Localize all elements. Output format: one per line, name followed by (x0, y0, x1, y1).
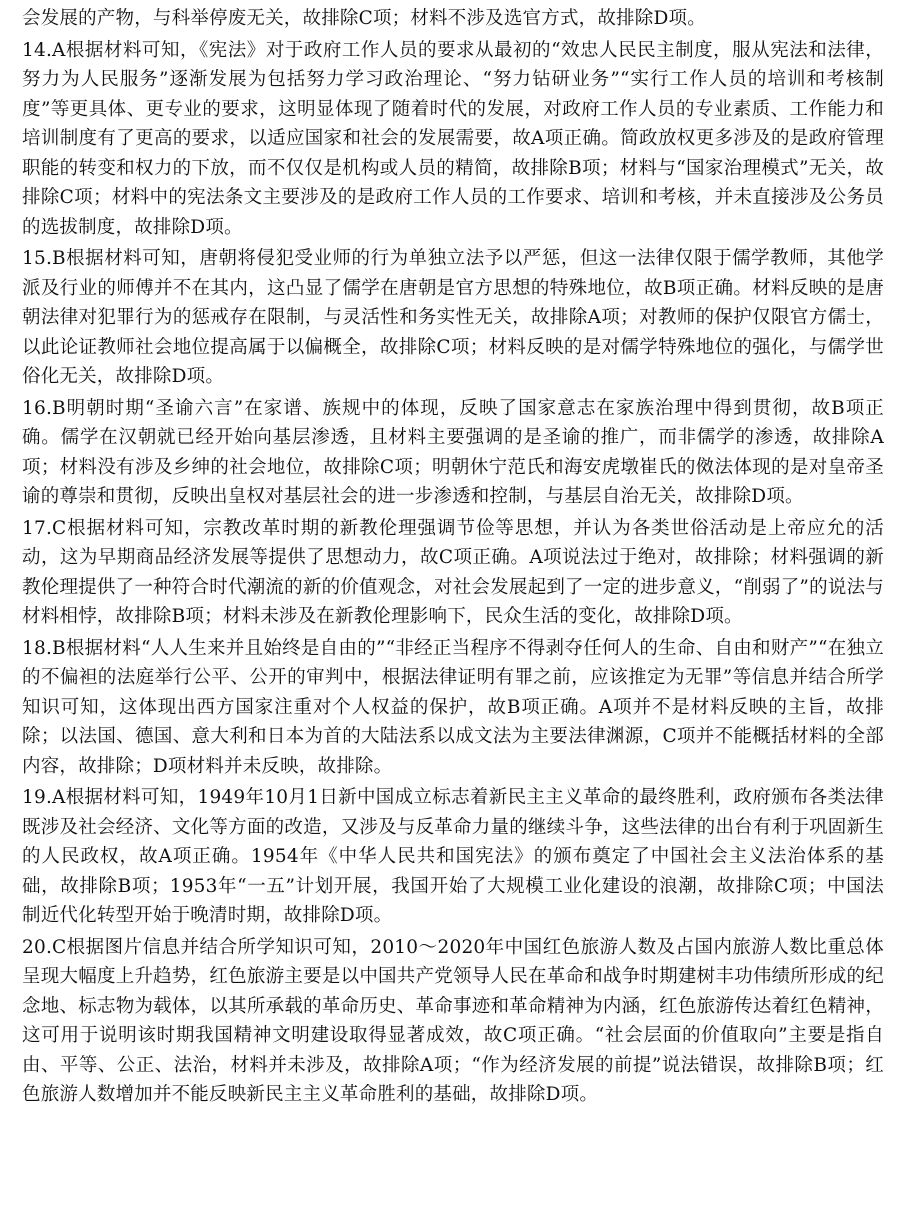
answer-paragraph-17: 17.C根据材料可知，宗教改革时期的新教伦理强调节俭等思想，并认为各类世俗活动是上帝应允的活动，这为早期商品经济发展等提供了思想动力，故C项正确。A项说法过于绝对，故排除；材料强调的新教伦理提供了一种符合时代潮流的新的价值观念，对社会发展起到了一定的进步意义，“削弱了”的说法与材料相悖，故排除B项；材料未涉及在新教伦理影响下，民众生活的变化，故排除D项。 (22, 517, 884, 627)
answer-paragraph-20: 20.C根据图片信息并结合所学知识可知，2010～2020年中国红色旅游人数及占国内旅游人数比重总体呈现大幅度上升趋势，红色旅游主要是以中国共产党领导人民在革命和战争时期建树丰功伟绩所形成的纪念地、标志物为载体，以其所承载的革命历史、革命事迹和革命精神为内涵，红色旅游传达着红色精神，这可用于说明该时期我国精神文明建设取得显著成效，故C项正确。“社会层面的价值取向”主要是指自由、平等、公正、法治，材料并未涉及，故排除A项；“作为经济发展的前提”说法错误，故排除B项；红色旅游人数增加并不能反映新民主主义革命胜利的基础，故排除D项。 (22, 936, 884, 1105)
answer-explanation-page (22, 4, 884, 1110)
answer-paragraph-15: 15.B根据材料可知，唐朝将侵犯受业师的行为单独立法予以严惩，但这一法律仅限于儒学教师，其他学派及行业的师傅并不在其内，这凸显了儒学在唐朝是官方思想的特殊地位，故B项正确。材料反映的是唐朝法律对犯罪行为的惩戒存在限制，与灵活性和务实性无关，故排除A项；对教师的保护仅限官方儒士，以此论证教师社会地位提高属于以偏概全，故排除C项；材料反映的是对儒学特殊地位的强化，与儒学世俗化无关，故排除D项。 (22, 248, 884, 387)
answer-paragraph-19: 19.A根据材料可知，1949年10月1日新中国成立标志着新民主主义革命的最终胜利，政府颁布各类法律既涉及社会经济、文化等方面的改造，又涉及与反革命力量的继续斗争，这些法律的出台有利于巩固新生的人民政权，故A项正确。1954年《中华人民共和国宪法》的颁布奠定了中国社会主义法治体系的基础，故排除B项；1953年“一五”计划开展，我国开始了大规模工业化建设的浪潮，故排除C项；中国法制近代化转型开始于晚清时期，故排除D项。 (22, 787, 884, 926)
answer-paragraph-13-tail: 会发展的产物，与科举停废无关，故排除C项；材料不涉及选官方式，故排除D项。 (22, 8, 706, 29)
answer-paragraph-16: 16.B明朝时期“圣谕六言”在家谱、族规中的体现，反映了国家意志在家族治理中得到贯彻，故B项正确。儒学在汉朝就已经开始向基层渗透，且材料主要强调的是圣谕的推广，而非儒学的渗透，故排除A项；材料没有涉及乡绅的社会地位，故排除C项；明朝休宁范氏和海安虎墩崔氏的傚法体现的是对皇帝圣谕的尊崇和贯彻，反映出皇权对基层社会的进一步渗透和控制，与基层自治无关，故排除D项。 (22, 397, 884, 507)
answer-paragraph-14: 14.A根据材料可知，《宪法》对于政府工作人员的要求从最初的“效忠人民民主制度，服从宪法和法律，努力为人民服务”逐渐发展为包括努力学习政治理论、“努力钻研业务”“实行工作人员的培训和考核制度”等更具体、更专业的要求，这明显体现了随着时代的发展，对政府工作人员的专业素质、工作能力和培训制度有了更高的要求，以适应国家和社会的发展需要，故A项正确。简政放权更多涉及的是政府管理职能的转变和权力的下放，而不仅仅是机构或人员的精简，故排除B项；材料与“国家治理模式”无关，故排除C项；材料中的宪法条文主要涉及的是政府工作人员的工作要求、培训和考核，并未直接涉及公务员的选拔制度，故排除D项。 (22, 39, 884, 238)
answer-paragraph-18: 18.B根据材料“人人生来并且始终是自由的”“非经正当程序不得剥夺任何人的生命、自由和财产”“在独立的不偏袒的法庭举行公平、公开的审判中，根据法律证明有罪之前，应该推定为无罪”等信息并结合所学知识可知，这体现出西方国家注重对个人权益的保护，故B项正确。A项并不是材料反映的主旨，故排除；以法国、德国、意大利和日本为首的大陆法系以成文法为主要法律渊源，C项并不能概括材料的全部内容，故排除；D项材料并未反映，故排除。 (22, 637, 884, 777)
